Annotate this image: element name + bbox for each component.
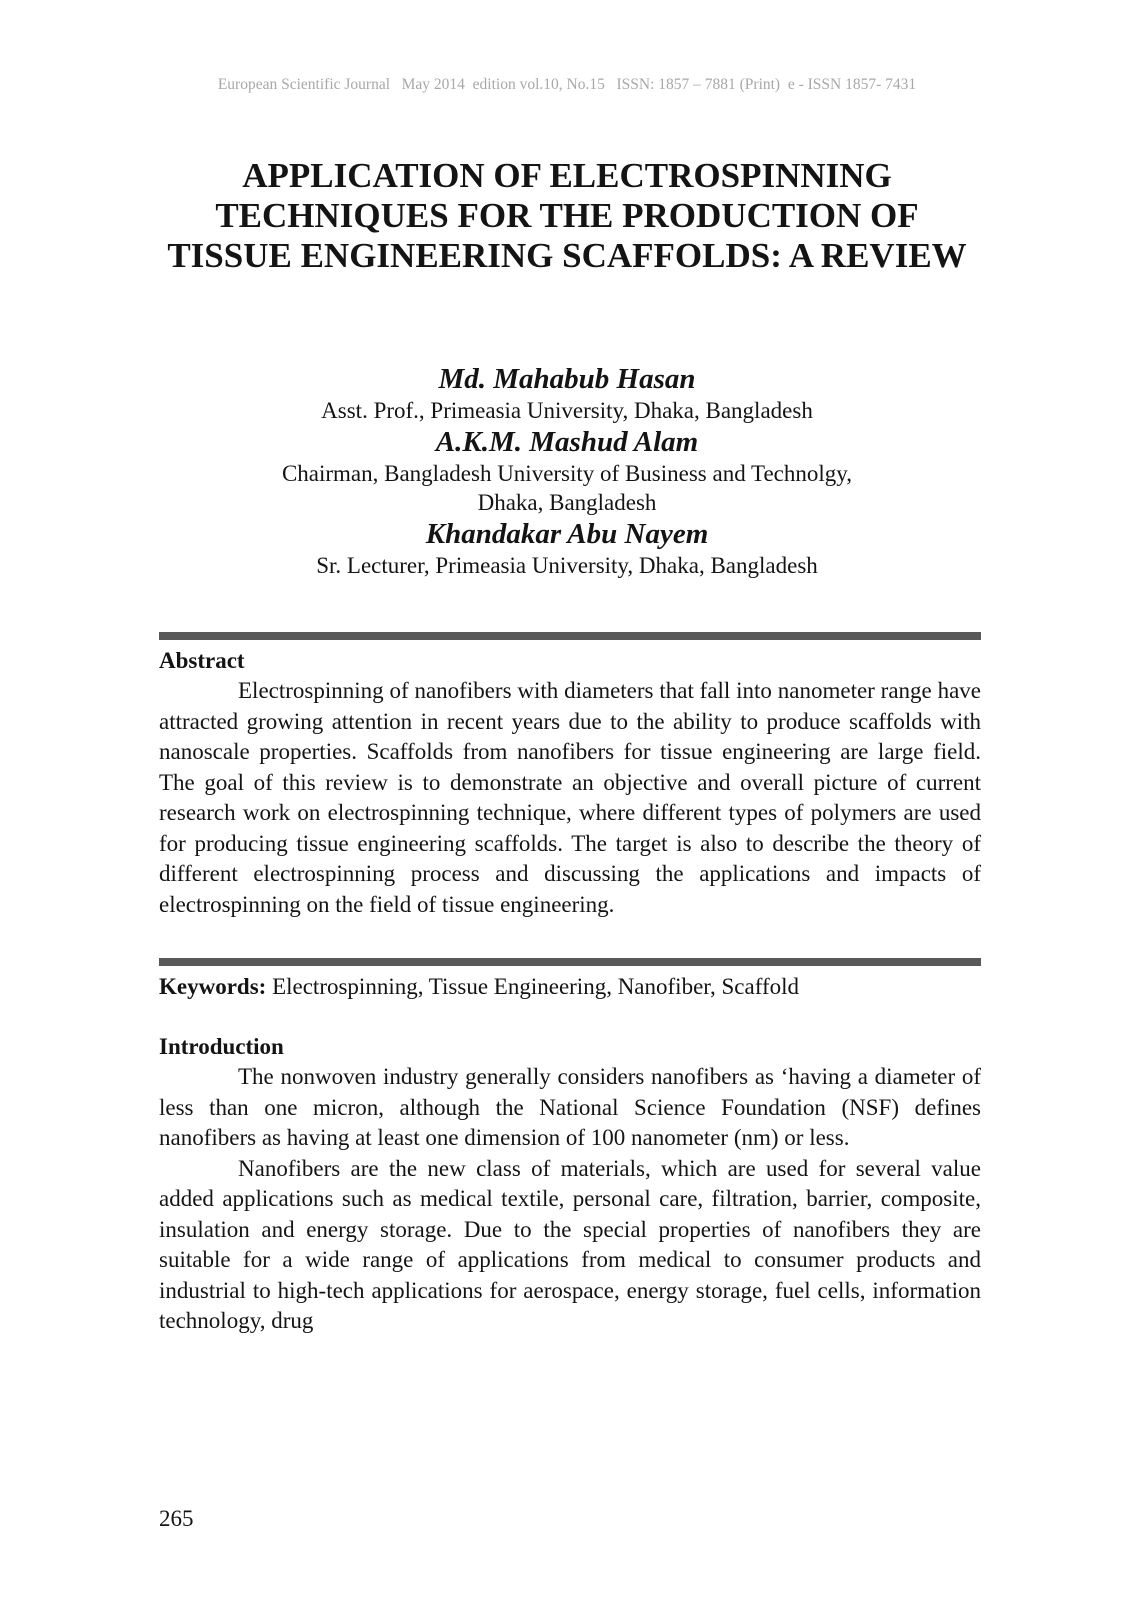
abstract-bottom-divider xyxy=(159,958,981,966)
keywords-label: Keywords: xyxy=(159,974,267,999)
title-line: TISSUE ENGINEERING SCAFFOLDS: A REVIEW xyxy=(167,236,967,275)
introduction-paragraph: Nanofibers are the new class of materials, which are used for several value added applications such as medical textile, personal care, filtration, barrier, composite, insulation and energy storage. Due to the special properties of nanofibers they are suitable for a wide range of applications from medical to consumer products and industrial to high-tech applications for aerospace, energy storage, fuel cells, information technology, drug xyxy=(159,1155,981,1333)
author-affiliation: Dhaka, Bangladesh xyxy=(477,490,657,515)
keywords xyxy=(159,972,981,1003)
introduction-paragraph: The nonwoven industry generally considers nanofibers as ‘having a diameter of less than one micron, although the National Science Foundation (NSF) defines nanofibers as having at least one dimension of 100 nanometer (nm) or less. xyxy=(159,1064,981,1150)
author-affiliation: Sr. Lecturer, Primeasia University, Dhaka, Bangladesh xyxy=(316,553,818,578)
page-number: 265 xyxy=(159,1506,194,1531)
paper-title xyxy=(100,156,1034,276)
abstract-heading: Abstract xyxy=(159,648,245,673)
introduction-section xyxy=(159,1032,981,1337)
author-list xyxy=(160,362,974,580)
author-name: Md. Mahabub Hasan xyxy=(438,363,696,395)
author-affiliation: Asst. Prof., Primeasia University, Dhaka, Bangladesh xyxy=(321,398,813,423)
abstract-text: Electrospinning of nanofibers with diameters that fall into nanometer range have attracted growing attention in recent years due to the ability to produce scaffolds with nanoscale properties. Scaffolds from nanofibers for tissue engineering are large field. The goal of this review is to demonstrate an objective and overall picture of current research work on electrospinning technique, where different types of polymers are used for producing tissue engineering scaffolds. The target is also to describe the theory of different electrospinning process and discussing the applications and impacts of electrospinning on the field of tissue engineering. xyxy=(159,678,981,917)
author-name: Khandakar Abu Nayem xyxy=(425,518,709,550)
abstract-top-divider xyxy=(159,632,981,640)
title-line: TECHNIQUES FOR THE PRODUCTION OF xyxy=(215,196,919,235)
introduction-heading: Introduction xyxy=(159,1034,284,1059)
running-header: European Scientific Journal May 2014 edition vol.10, No.15 ISSN: 1857 – 7881 (Print) e - ISSN 1857- 7431 xyxy=(217,76,917,93)
title-line: APPLICATION OF ELECTROSPINNING xyxy=(242,156,892,195)
author-affiliation: Chairman, Bangladesh University of Business and Technolgy, xyxy=(281,461,853,486)
author-name: A.K.M. Mashud Alam xyxy=(435,426,699,458)
abstract-section xyxy=(159,646,981,920)
keywords-text: Electrospinning, Tissue Engineering, Nanofiber, Scaffold xyxy=(266,974,800,999)
